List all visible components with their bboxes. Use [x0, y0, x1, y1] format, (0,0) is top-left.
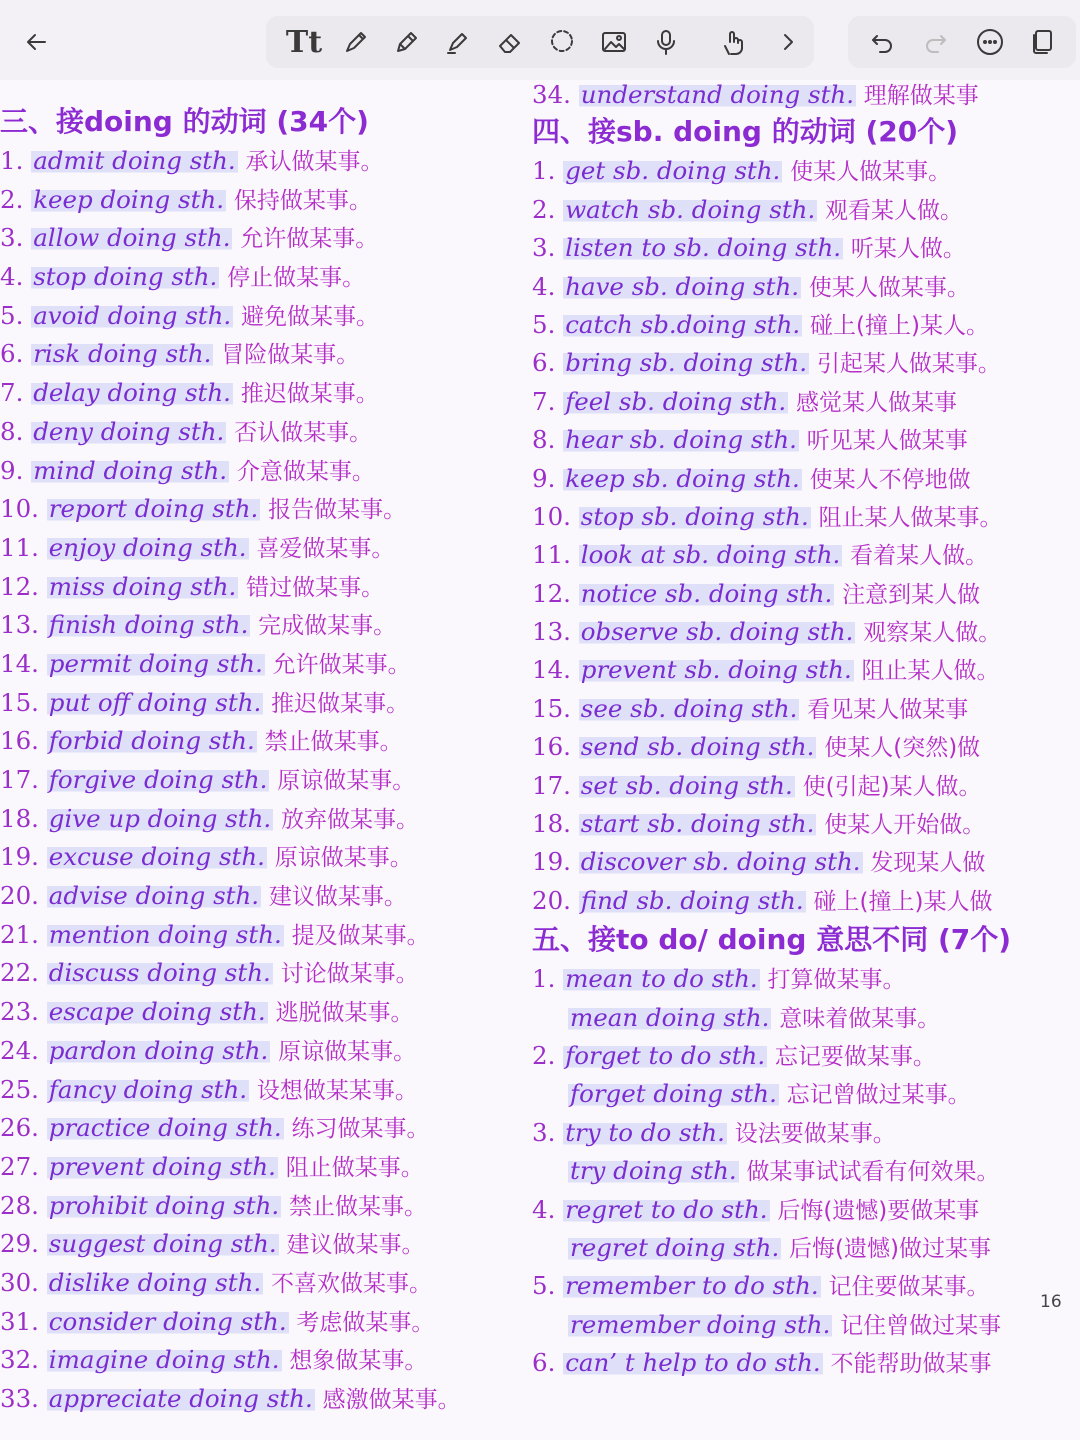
- item-number: 24.: [0, 1035, 39, 1065]
- item-english: listen to sb. doing sth.: [565, 233, 842, 263]
- item-number: 9.: [0, 455, 24, 485]
- item-number: 2.: [0, 184, 24, 214]
- item-number: 20.: [0, 881, 39, 911]
- eraser-icon[interactable]: [490, 22, 530, 62]
- list-item: [532, 536, 1080, 574]
- item-english: miss doing sth.: [48, 571, 237, 601]
- item-english: hear sb. doing sth.: [565, 425, 797, 455]
- list-item: [0, 993, 535, 1032]
- list-item: [532, 152, 1080, 190]
- item-chinese: 设想做某某事。: [256, 1077, 418, 1104]
- list-item: [532, 306, 1080, 344]
- list-item: [532, 1267, 1080, 1305]
- item-chinese: 阻止某人做。: [861, 658, 1000, 685]
- item-english: deny doing sth.: [33, 416, 225, 446]
- item-chinese: 建议做某事。: [286, 1232, 425, 1259]
- list-item: [0, 181, 535, 220]
- item-english: stop doing sth.: [33, 262, 218, 292]
- list-item: [532, 344, 1080, 382]
- item-chinese: 设法要做某事。: [734, 1120, 896, 1147]
- item-english: remember to do sth.: [565, 1271, 819, 1301]
- item-number: 5.: [532, 309, 556, 339]
- item-chinese: 原谅做某事。: [277, 768, 416, 794]
- item-english: allow doing sth.: [33, 223, 231, 253]
- item-chinese: 使某人做某事。: [808, 274, 970, 301]
- list-item: [532, 1306, 1080, 1344]
- item-english: suggest doing sth.: [48, 1229, 277, 1259]
- item-chinese: 练习做某事。: [291, 1116, 430, 1143]
- item-chinese: 意味着做某事。: [779, 1005, 941, 1032]
- item-chinese: 完成做某事。: [258, 613, 397, 640]
- list-item: [532, 767, 1080, 805]
- item-number: 19.: [532, 847, 571, 877]
- item-english: set sb. doing sth.: [580, 770, 793, 800]
- item-chinese: 承认做某事。: [245, 149, 384, 175]
- item-chinese: 禁止做某事。: [288, 1193, 427, 1220]
- item-number: 20.: [532, 885, 571, 915]
- list-item: [532, 1152, 1080, 1190]
- item-chinese: 推迟做某事。: [240, 381, 379, 408]
- chevron-right-icon[interactable]: [768, 22, 808, 62]
- list-item: [532, 421, 1080, 459]
- item-english: observe sb. doing sth.: [580, 617, 854, 647]
- item-number: 25.: [0, 1074, 39, 1104]
- list-item: [0, 529, 535, 568]
- item-chinese: 忘记要做某事。: [774, 1043, 936, 1070]
- item-english: risk doing sth.: [33, 339, 212, 369]
- item-chinese: 原谅做某事。: [278, 1038, 417, 1065]
- item-chinese: 停止做某事。: [227, 265, 366, 292]
- item-number: 1.: [532, 156, 556, 186]
- list-item: [0, 413, 535, 452]
- item-english: mean to do sth.: [565, 964, 758, 994]
- right-item-list: [532, 152, 1080, 920]
- item-number: 12.: [0, 571, 39, 601]
- item-english: report doing sth.: [48, 494, 259, 524]
- item-english: permit doing sth.: [48, 648, 263, 678]
- item-english: have sb. doing sth.: [565, 271, 800, 301]
- right-item-list-2: [532, 960, 1080, 1382]
- item-number: 22.: [0, 958, 39, 988]
- page-number: 16: [1040, 1292, 1062, 1312]
- item-chinese: 引起某人做某事。: [816, 351, 1001, 378]
- item-number: 18.: [532, 809, 571, 839]
- list-item: [0, 1109, 535, 1148]
- section-heading-3: 三、接doing 的动词 (34个): [0, 105, 369, 138]
- more-icon[interactable]: [970, 22, 1010, 62]
- list-item: [0, 800, 535, 839]
- item-english: can’ t help to do sth.: [565, 1348, 821, 1378]
- list-item: [0, 722, 535, 761]
- list-item: [532, 1344, 1080, 1382]
- item-chinese: 讨论做某事。: [280, 961, 419, 988]
- list-item: [0, 1303, 535, 1342]
- item-chinese: 考虑做某事。: [296, 1309, 435, 1336]
- item-english: admit doing sth.: [33, 146, 236, 175]
- item-english: imagine doing sth.: [48, 1345, 280, 1375]
- item-english: watch sb. doing sth.: [565, 194, 816, 224]
- item-chinese: 感激做某事。: [322, 1387, 461, 1413]
- list-item: [532, 613, 1080, 651]
- item-chinese: 否认做某事。: [234, 419, 373, 446]
- item-chinese: 不喜欢做某事。: [270, 1270, 432, 1297]
- item-english: forget to do sth.: [565, 1040, 766, 1070]
- list-item: [0, 1380, 535, 1419]
- left-column: [0, 104, 535, 1419]
- item-chinese: 避免做某事。: [241, 303, 379, 330]
- list-item: [532, 651, 1080, 689]
- item-english: find sb. doing sth.: [580, 885, 804, 915]
- list-item: [0, 645, 535, 684]
- pencil-icon[interactable]: [387, 22, 427, 62]
- list-item: [532, 843, 1080, 881]
- item-number: 1.: [0, 146, 24, 175]
- item-chinese: 听见某人做某事: [806, 428, 968, 455]
- item-number: 33.: [0, 1384, 39, 1413]
- item-number: 11.: [0, 532, 39, 562]
- item-english: try doing sth.: [570, 1156, 737, 1186]
- item-chinese: 介意做某事。: [236, 458, 375, 485]
- item-chinese: 使某人开始做。: [824, 812, 986, 839]
- item-chinese: 记住曾做过某事: [840, 1312, 1002, 1339]
- list-item: [0, 916, 535, 955]
- item-chinese: 注意到某人做: [842, 581, 981, 608]
- image-icon[interactable]: [594, 22, 634, 62]
- item-english: remember doing sth.: [570, 1309, 831, 1339]
- item-english: practice doing sth.: [48, 1113, 282, 1143]
- item-number: 16.: [532, 732, 571, 762]
- list-item: [0, 1071, 535, 1110]
- item-chinese: 逃脱做某事。: [275, 1000, 414, 1027]
- item-number: 4.: [532, 271, 556, 301]
- item-chinese: 打算做某事。: [767, 967, 906, 994]
- list-item: [532, 460, 1080, 498]
- item-chinese: 错过做某事。: [246, 574, 385, 601]
- list-item: [0, 1032, 535, 1071]
- mic-icon[interactable]: [646, 22, 686, 62]
- item-chinese: 阻止做某事。: [285, 1154, 424, 1181]
- lasso-icon[interactable]: [542, 22, 582, 62]
- item-english: try to do sth.: [565, 1117, 725, 1147]
- list-item: [0, 374, 535, 413]
- marker-icon[interactable]: [438, 22, 478, 62]
- item-english: forbid doing sth.: [48, 726, 255, 756]
- item-number: 5.: [0, 300, 24, 330]
- item-number: 17.: [532, 770, 571, 800]
- item-english: keep doing sth.: [33, 184, 225, 214]
- item-chinese: 允许做某事。: [240, 226, 379, 253]
- item-english: fancy doing sth.: [48, 1074, 248, 1104]
- item-chinese: 看见某人做某事: [807, 696, 969, 723]
- item-number: 28.: [0, 1190, 39, 1220]
- item-english: enjoy doing sth.: [48, 532, 247, 562]
- item-chinese: 使某人(突然)做: [824, 735, 981, 762]
- list-item: [0, 684, 535, 723]
- item-english: see sb. doing sth.: [580, 693, 798, 723]
- item-number: 10.: [532, 501, 571, 531]
- item-number: 5.: [532, 1271, 556, 1301]
- item-english: finish doing sth.: [48, 610, 249, 640]
- item-number: 6.: [0, 339, 24, 369]
- text-tool-icon[interactable]: Tt: [285, 24, 323, 60]
- item-number: 32.: [0, 1345, 39, 1375]
- list-item: [532, 1037, 1080, 1075]
- item-number: 3.: [532, 1117, 556, 1147]
- list-item: [532, 805, 1080, 843]
- list-item: [532, 191, 1080, 229]
- item-english: start sb. doing sth.: [580, 809, 815, 839]
- list-item: [532, 1229, 1080, 1267]
- list-item: [0, 606, 535, 645]
- item-chinese: 使(引起)某人做。: [802, 773, 982, 800]
- item-chinese: 不能帮助做某事: [830, 1351, 992, 1378]
- item-english: avoid doing sth.: [33, 300, 232, 330]
- pages-icon[interactable]: [1022, 22, 1062, 62]
- item-chinese: 禁止做某事。: [264, 729, 403, 756]
- item-number: 16.: [0, 726, 39, 756]
- item-number: 14.: [0, 648, 39, 678]
- list-item: [532, 960, 1080, 998]
- item-english: discuss doing sth.: [48, 958, 271, 988]
- list-item: [532, 999, 1080, 1037]
- item-english: mention doing sth.: [48, 919, 282, 949]
- item-number: 17.: [0, 765, 39, 794]
- item-english: discover sb. doing sth.: [580, 847, 861, 877]
- item-number: 3.: [0, 223, 24, 253]
- item-english: mean doing sth.: [570, 1002, 770, 1032]
- item-chinese: 推迟做某事。: [271, 690, 410, 717]
- list-item: [0, 258, 535, 297]
- list-item: [0, 452, 535, 491]
- item-english: consider doing sth.: [48, 1306, 287, 1336]
- item-chinese: 想象做某事。: [289, 1348, 428, 1375]
- list-item: [532, 1075, 1080, 1113]
- item-english: excuse doing sth.: [48, 842, 265, 872]
- touch-icon[interactable]: [714, 22, 754, 62]
- list-item: [532, 1191, 1080, 1229]
- list-item: [532, 1114, 1080, 1152]
- item-number: 15.: [532, 693, 571, 723]
- item-english: appreciate doing sth.: [48, 1384, 313, 1413]
- list-item: [0, 219, 535, 258]
- list-item: [532, 498, 1080, 536]
- item-english: delay doing sth.: [33, 378, 231, 408]
- item-chinese: 观察某人做。: [863, 620, 1002, 647]
- right-column: [532, 76, 1080, 1383]
- list-item: [0, 877, 535, 916]
- item-number: 2.: [532, 194, 556, 224]
- item-number: 21.: [0, 919, 39, 949]
- list-item: [0, 1187, 535, 1226]
- item-english: give up doing sth.: [48, 803, 272, 833]
- list-item: [532, 690, 1080, 728]
- item-number: 8.: [532, 425, 556, 455]
- item-chinese: 后悔(遗憾)要做某事: [777, 1197, 980, 1224]
- item-number: 6.: [532, 348, 556, 378]
- item-number: 26.: [0, 1113, 39, 1143]
- list-item: [532, 268, 1080, 306]
- item-english: feel sb. doing sth.: [565, 386, 787, 416]
- item-number: 7.: [532, 386, 556, 416]
- item-number: 10.: [0, 494, 39, 524]
- list-item: [0, 335, 535, 374]
- list-item: [0, 761, 535, 800]
- item-chinese: 报告做某事。: [268, 497, 407, 524]
- item-number: 2.: [532, 1040, 556, 1070]
- section-heading-4: 四、接sb. doing 的动词 (20个): [532, 115, 959, 149]
- list-item: [0, 1264, 535, 1303]
- item-english: prevent doing sth.: [48, 1151, 276, 1181]
- item-chinese: 放弃做某事。: [280, 806, 419, 833]
- item-number: 4.: [532, 1194, 556, 1224]
- item-chinese: 碰上(撞上)某人。: [810, 312, 989, 339]
- item-number: 12.: [532, 578, 571, 608]
- item-english: put off doing sth.: [48, 687, 262, 717]
- item-number: 31.: [0, 1306, 39, 1336]
- item-english: dislike doing sth.: [48, 1267, 262, 1297]
- item-english: send sb. doing sth.: [580, 732, 815, 762]
- list-item: [0, 1341, 535, 1380]
- redo-icon[interactable]: [916, 22, 956, 62]
- item-number: 1.: [532, 964, 556, 994]
- item-chinese: 后悔(遗憾)做过某事: [789, 1235, 991, 1262]
- list-item: [0, 838, 535, 877]
- undo-icon[interactable]: [862, 22, 902, 62]
- item-english: forget doing sth.: [570, 1079, 777, 1109]
- list-item: [0, 142, 535, 181]
- item-number: 14.: [532, 655, 571, 685]
- item-number: 8.: [0, 416, 24, 446]
- list-item: [532, 728, 1080, 766]
- item-english: regret to do sth.: [565, 1194, 768, 1224]
- item-english: look at sb. doing sth.: [580, 540, 841, 570]
- item-english: mind doing sth.: [33, 455, 228, 485]
- item-english: notice sb. doing sth.: [580, 578, 833, 608]
- item-number: 27.: [0, 1151, 39, 1181]
- item-chinese: 喜爱做某事。: [256, 535, 395, 562]
- item-chinese: 感觉某人做某事: [796, 389, 958, 416]
- item-number: 23.: [0, 997, 39, 1027]
- item-number: 3.: [532, 233, 556, 263]
- item-english: catch sb.doing sth.: [565, 309, 801, 339]
- item-chinese: 碰上(撞上)某人做: [813, 888, 993, 915]
- item-number: 13.: [0, 610, 39, 640]
- list-item: 34. understand doing sth. 理解做某事: [532, 80, 979, 109]
- item-english: regret doing sth.: [570, 1232, 780, 1262]
- section-heading-5: 五、接to do/ doing 意思不同 (7个): [532, 923, 1012, 957]
- list-item: [532, 882, 1080, 920]
- item-number: 9.: [532, 463, 556, 493]
- item-english: prevent sb. doing sth.: [580, 655, 852, 685]
- list-item: [0, 954, 535, 993]
- item-number: 30.: [0, 1267, 39, 1297]
- item-number: 7.: [0, 378, 24, 408]
- item-chinese: 使某人做某事。: [790, 159, 952, 186]
- item-chinese: 阻止某人做某事。: [818, 504, 1003, 531]
- item-english: bring sb. doing sth.: [565, 348, 808, 378]
- item-number: 4.: [0, 262, 24, 292]
- item-english: pardon doing sth.: [48, 1035, 269, 1065]
- item-english: prohibit doing sth.: [48, 1190, 280, 1220]
- left-item-list: [0, 142, 535, 1419]
- item-chinese: 听某人做。: [850, 236, 966, 263]
- list-item: [532, 383, 1080, 421]
- item-english: get sb. doing sth.: [565, 156, 781, 186]
- item-number: 15.: [0, 687, 39, 717]
- item-chinese: 冒险做某事。: [221, 342, 360, 369]
- item-chinese: 使某人不停地做: [809, 466, 971, 493]
- item-chinese: 建议做某事。: [268, 884, 407, 911]
- item-number: 13.: [532, 617, 571, 647]
- item-number: 6.: [532, 1348, 556, 1378]
- pen-icon[interactable]: [336, 22, 376, 62]
- item-english: stop sb. doing sth.: [580, 501, 809, 531]
- arrow-left-icon[interactable]: [16, 22, 56, 62]
- item-chinese: 原谅做某事。: [274, 845, 413, 872]
- toolbar: [0, 0, 1080, 80]
- list-item: [532, 575, 1080, 613]
- item-number: 11.: [532, 540, 571, 570]
- list-item: [532, 229, 1080, 267]
- item-chinese: 保持做某事。: [233, 187, 372, 214]
- item-chinese: 允许做某事。: [272, 651, 411, 678]
- item-chinese: 提及做某事。: [291, 922, 430, 949]
- list-item: [0, 1148, 535, 1187]
- item-chinese: 忘记曾做过某事。: [786, 1082, 971, 1109]
- list-item: [0, 490, 535, 529]
- list-item: [0, 568, 535, 607]
- item-number: 19.: [0, 842, 39, 872]
- item-english: keep sb. doing sth.: [565, 463, 800, 493]
- item-english: escape doing sth.: [48, 997, 266, 1027]
- item-chinese: 看着某人做。: [850, 543, 989, 570]
- item-number: 29.: [0, 1229, 39, 1259]
- item-number: 18.: [0, 803, 39, 833]
- item-chinese: 记住要做某事。: [828, 1274, 990, 1301]
- list-item: [0, 1225, 535, 1264]
- list-item: [0, 297, 535, 336]
- item-english: advise doing sth.: [48, 881, 260, 911]
- item-chinese: 发现某人做: [870, 850, 986, 877]
- item-chinese: 观看某人做。: [825, 197, 964, 224]
- item-english: forgive doing sth.: [48, 765, 268, 794]
- item-chinese: 做某事试试看有何效果。: [746, 1159, 1000, 1186]
